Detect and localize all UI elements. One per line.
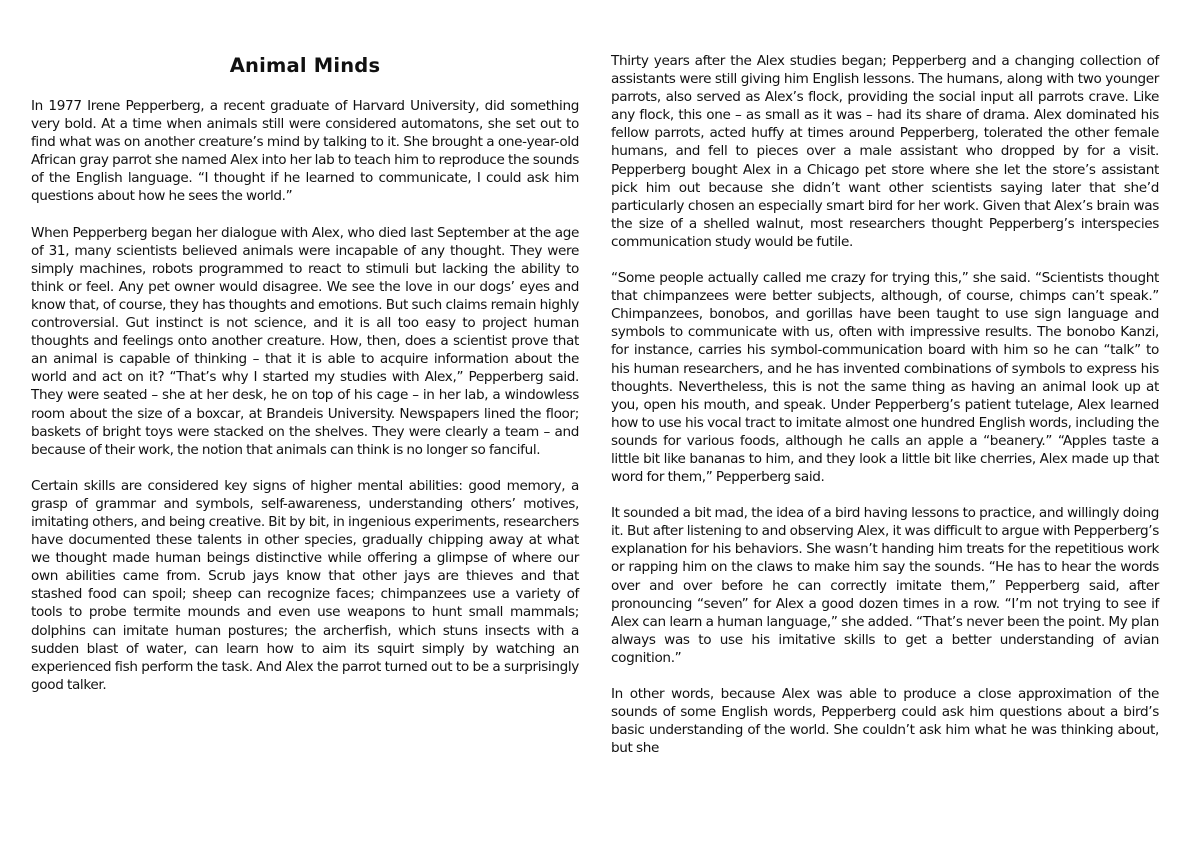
paragraph: In other words, because Alex was able to produce a close approximation of the sounds of some English words, Pepperberg could ask him questions about a bird’s basic understanding of the world. She couldn’t ask him what he was thinking about, but she (611, 686, 1159, 757)
paragraph: Thirty years after the Alex studies began; Pepperberg and a changing collection of assistants were still giving him English lessons. The humans, along with two younger parrots, also served as Alex’s flock, providing the social input all parrots crave. Like any flock, this one – as small as it was – had its share of drama. Alex dominated his fellow parrots, acted huffy at times around Pepperberg, tolerated the other female humans, and fell to pieces over a male assistant who dropped by for a visit. Pepperberg bought Alex in a Chicago pet store where she let the store’s assistant pick him out because she didn’t want other scientists saying later that she’d particularly chosen an especially smart bird for her work. Given that Alex’s brain was the size of a shelled walnut, most researchers thought Pepperberg’s interspecies communication study would be futile. (611, 53, 1159, 250)
paragraph: It sounded a bit mad, the idea of a bird having lessons to practice, and willingly doing it. But after listening to and observing Alex, it was difficult to argue with Pepperberg’s explanation for his behaviors. She wasn’t handing him treats for the repetitious work or rapping him on the claws to make him say the sounds. “He has to hear the words over and over before he can correctly imitate them,” Pepperberg said, after pronouncing “seven” for Alex a good dozen times in a row. “I’m not trying to see if Alex can learn a human language,” she added. “That’s never been the point. My plan always was to use his imitative skills to get a better understanding of avian cognition.” (611, 505, 1159, 666)
left-column (31, 54, 579, 712)
right-column (611, 52, 1159, 775)
paragraph: Certain skills are considered key signs of higher mental abilities: good memory, a grasp of grammar and symbols, self-awareness, understanding others’ motives, imitating others, and being creative. Bit by bit, in ingenious experiments, researchers have documented these talents in other species, gradually chipping away at what we thought made human beings distinctive while offering a glimpse of where our own abilities came from. Scrub jays know that other jays are thieves and that stashed food can spoil; sheep can recognize faces; chimpanzees use a variety of tools to probe termite mounds and even use weapons to hunt small mammals; dolphins can imitate human postures; the archerfish, which stuns insects with a sudden blast of water, can learn how to aim its squirt simply by watching an experienced fish perform the task. And Alex the parrot turned out to be a surprisingly good talker. (31, 477, 579, 693)
paragraph: “Some people actually called me crazy for trying this,” she said. “Scientists thought that chimpanzees were better subjects, although, of course, chimps can’t speak.” Chimpanzees, bonobos, and gorillas have been taught to use sign language and symbols to communicate with us, often with impressive results. The bonobo Kanzi, for instance, carries his symbol-communication board with him so he can “talk” to his human researchers, and he has invented combinations of symbols to express his thoughts. Nevertheless, this is not the same thing as having an animal look up at you, open his mouth, and speak. Under Pepperberg’s patient tutelage, Alex learned how to use his vocal tract to imitate almost one hundred English words, including the sounds for various foods, although he calls an apple a “beanery.” “Apples taste a little bit like bananas to him, and they look a little bit like cherries, Alex made up that word for them,” Pepperberg said. (611, 270, 1159, 486)
paragraph: In 1977 Irene Pepperberg, a recent graduate of Harvard University, did something very bold. At a time when animals still were considered automatons, she set out to find what was on another creature’s mind by talking to it. She brought a one-year-old African gray parrot she named Alex into her lab to teach him to reproduce the sounds of the English language. “I thought if he learned to communicate, I could ask him questions about how he sees the world.” (31, 98, 579, 205)
paragraph: When Pepperberg began her dialogue with Alex, who died last September at the age of 31, many scientists believed animals were incapable of any thought. They were simply machines, robots programmed to react to stimuli but lacking the ability to think or feel. Any pet owner would disagree. We see the love in our dogs’ eyes and know that, of course, they has thoughts and emotions. But such claims remain highly controversial. Gut instinct is not science, and it is all too easy to project human thoughts and feelings onto another creature. How, then, does a scientist prove that an animal is capable of thinking – that it is able to acquire information about the world and act on it? “That’s why I started my studies with Alex,” Pepperberg said. They were seated – she at her desk, he on top of his cage – in her lab, a windowless room about the size of a boxcar, at Brandeis University. Newspapers lined the floor; baskets of bright toys were stacked on the shelves. They were clearly a team – and because of their work, the notion that animals can think is no longer so fanciful. (31, 224, 579, 458)
article-title: Animal Minds (229, 54, 381, 77)
